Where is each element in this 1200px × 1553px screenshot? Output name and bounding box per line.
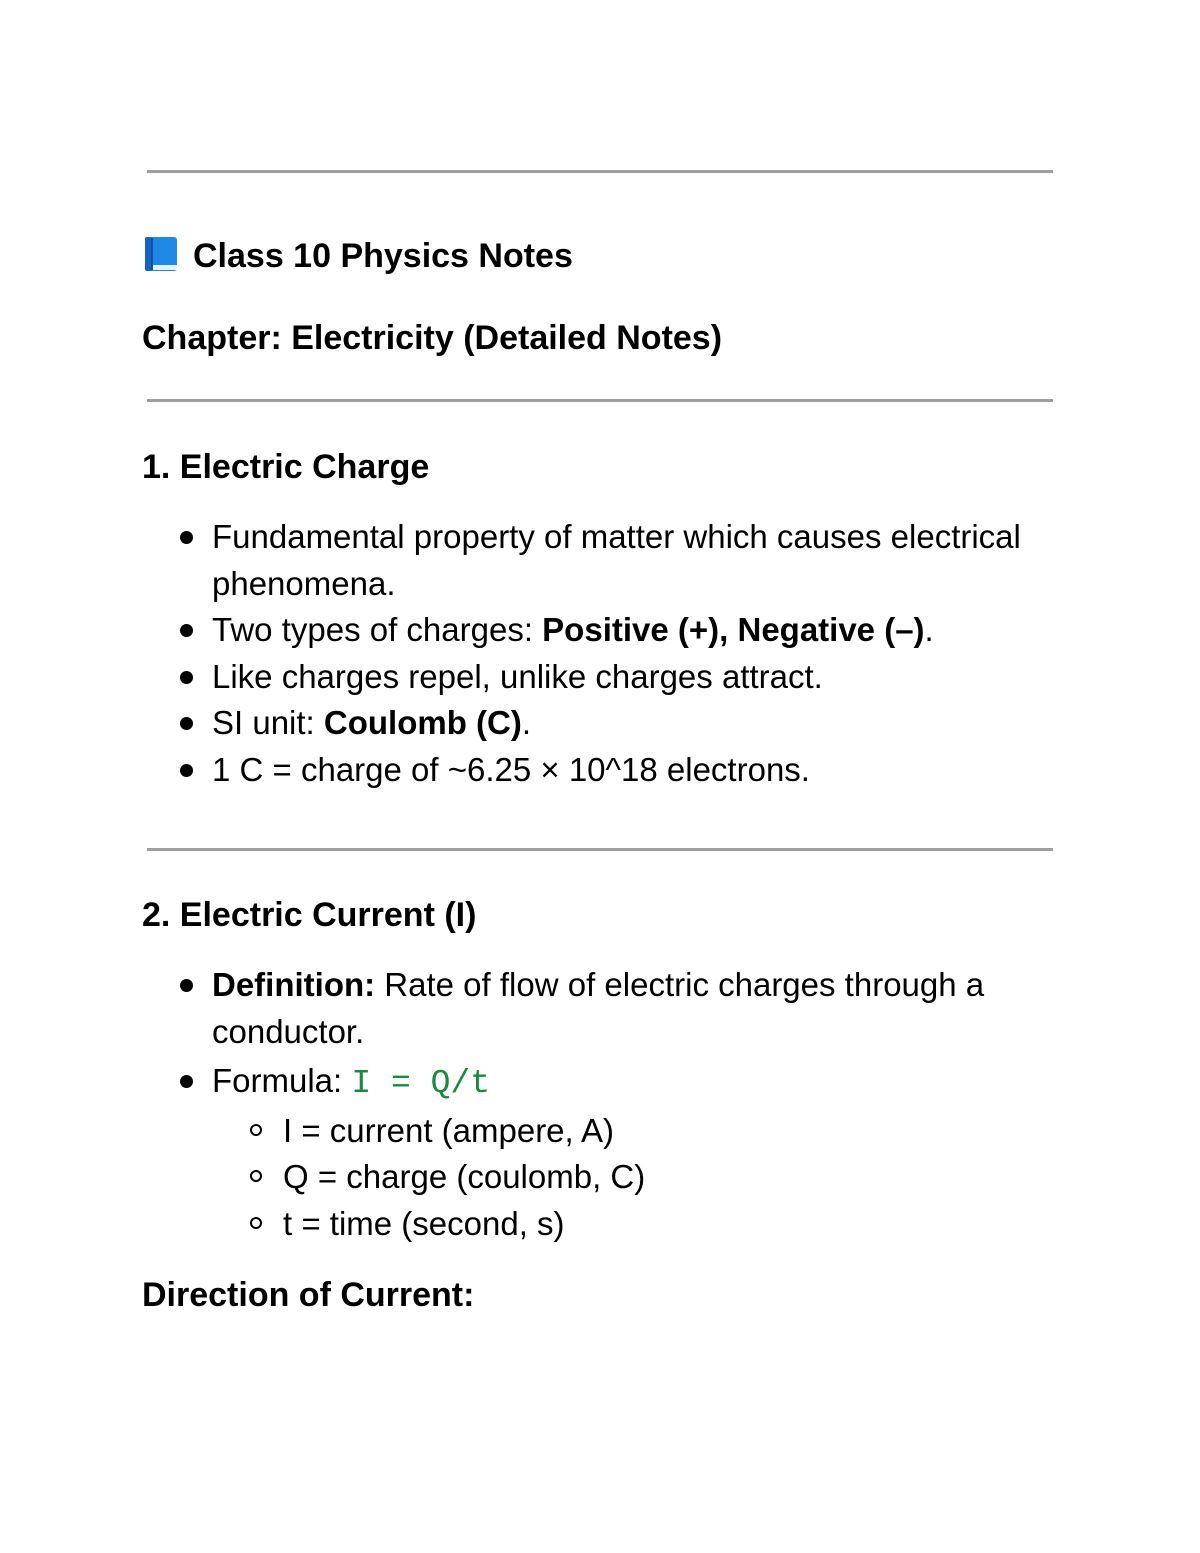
sub-list-item [0, 1201, 1052, 1248]
bullet-icon [180, 531, 193, 544]
bullet-icon [180, 671, 193, 684]
list-item-text: . [924, 611, 934, 648]
list-item-text: . [521, 704, 532, 741]
section-heading-electric-current: 2. Electric Current (I) [142, 896, 477, 934]
sub-list-item [0, 1108, 1052, 1155]
list-item-text: SI unit: [212, 704, 324, 741]
list-item [0, 962, 1052, 1055]
list-item [0, 1058, 1052, 1247]
blue-book-icon [144, 236, 178, 272]
list-item-bold-text: Coulomb (C) [323, 704, 522, 741]
sub-list-item-text: Q = charge (coulomb, C) [283, 1158, 646, 1195]
list-item-text: Two types of charges: [212, 611, 543, 648]
bullet-icon [180, 764, 193, 777]
formula-label: Formula: [212, 1062, 352, 1099]
list-item-bold-text: Positive (+), Negative (–) [542, 611, 925, 648]
hollow-bullet-icon [250, 1217, 262, 1229]
section-heading-electric-charge: 1. Electric Charge [142, 448, 430, 486]
bullet-icon [180, 717, 193, 730]
title-text: Class 10 Physics Notes [193, 237, 573, 275]
electric-charge-list [0, 514, 1052, 793]
document-title [144, 232, 573, 280]
list-item-text: Fundamental property of matter which causes electrical phenomena. [212, 518, 1021, 602]
horizontal-rule [147, 170, 1053, 173]
electric-current-list [0, 962, 1052, 1247]
direction-of-current-heading: Direction of Current: [142, 1276, 475, 1314]
list-item [0, 607, 1052, 654]
hollow-bullet-icon [250, 1124, 262, 1136]
hollow-bullet-icon [250, 1170, 262, 1182]
bullet-icon [180, 624, 193, 637]
bullet-icon [180, 1075, 193, 1088]
chapter-subtitle: Chapter: Electricity (Detailed Notes) [142, 319, 723, 357]
list-item [0, 514, 1052, 607]
list-item [0, 747, 1052, 794]
list-item-text: 1 C = charge of ~6.25 × 10^18 electrons. [212, 750, 810, 788]
bullet-icon [180, 979, 193, 992]
formula-terms-list [212, 1108, 1052, 1248]
horizontal-rule [147, 848, 1053, 851]
list-item [0, 700, 1052, 747]
horizontal-rule [147, 399, 1053, 402]
list-item-text: Like charges repel, unlike charges attract. [212, 657, 823, 695]
sub-list-item [0, 1154, 1052, 1201]
sub-list-item-text: t = time (second, s) [283, 1204, 565, 1242]
definition-label: Definition: [212, 966, 376, 1003]
definition-text: Rate of flow of electric charges through a conductor. [212, 966, 985, 1050]
sub-list-item-text: I = current (ampere, A) [283, 1111, 615, 1149]
list-item [0, 654, 1052, 701]
formula-code: I = Q/t [351, 1065, 490, 1102]
